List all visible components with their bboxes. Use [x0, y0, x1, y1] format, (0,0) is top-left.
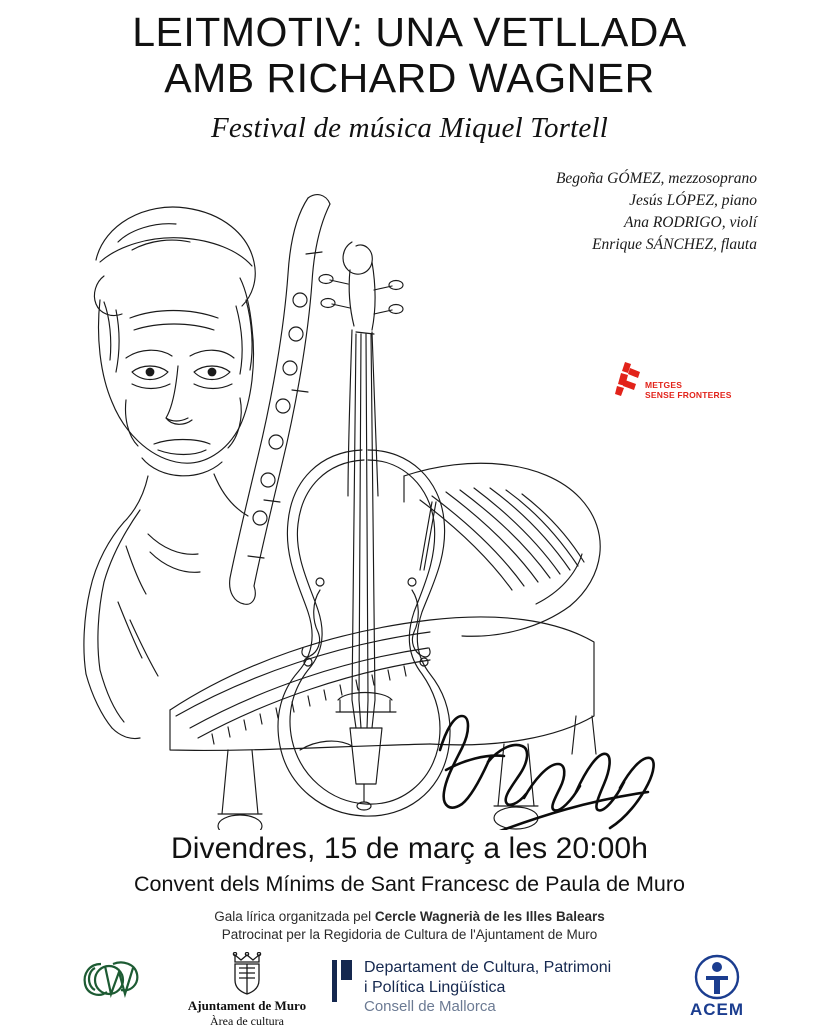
performer-item: Ana RODRIGO, violí [623, 214, 757, 231]
poster-artwork [0, 150, 819, 830]
consell-mark-icon [330, 958, 354, 1004]
msf-logo-text [645, 380, 732, 400]
consell-label-line-3: Consell de Mallorca [364, 998, 496, 1015]
performer-item: Enrique SÁNCHEZ, flauta [592, 236, 757, 253]
msf-mark-icon [612, 362, 642, 396]
ajuntament-label-line-2: Àrea de cultura [210, 1013, 284, 1028]
wagner-portrait-group [84, 207, 255, 738]
sponsor-cercle-wagneria [70, 958, 150, 1007]
sponsor-ajuntament-de-muro [172, 952, 322, 1028]
msf-logo-line-2: SENSE FRONTERES [645, 390, 732, 401]
acem-label: ACEM [689, 1000, 745, 1019]
poster-header [0, 10, 819, 145]
sponsor-logos [0, 952, 819, 1028]
event-date: Divendres, 15 de març a les 20:00h [171, 832, 648, 865]
organizer-note-prefix: Gala lírica organitzada pel [214, 909, 375, 924]
consell-label [364, 958, 611, 1017]
poster-title-line-2: AMB RICHARD WAGNER [164, 54, 655, 101]
consell-label-line-1: Departament de Cultura, Patrimoni [364, 959, 612, 976]
artwork-illustration [0, 150, 819, 830]
event-venue: Convent dels Mínims de Sant Francesc de Paula de Muro [134, 872, 685, 896]
flute-group [230, 195, 330, 605]
consell-label-line-2: i Política Lingüística [364, 979, 506, 996]
acem-mark-icon [694, 954, 740, 1000]
poster-subtitle: Festival de música Miquel Tortell [211, 111, 608, 144]
organizer-name: Cercle Wagnerià de les Illes Balears [374, 909, 605, 924]
poster-footer [0, 832, 819, 942]
organizer-note [0, 909, 819, 924]
msf-logo [612, 358, 740, 406]
poster-title-line-1: LEITMOTIV: UNA VETLLADA [132, 9, 687, 55]
grand-piano-group [170, 463, 600, 830]
sponsor-acem [672, 954, 762, 1020]
performer-item: Begoña GÓMEZ, mezzosoprano [555, 170, 757, 187]
ajuntament-crest-icon [225, 952, 269, 996]
ajuntament-label-line-1: Ajuntament de Muro [187, 998, 307, 1013]
msf-logo-line-1: METGES [645, 380, 683, 390]
cercle-wagneria-monogram-icon [79, 958, 141, 1002]
violin-group [278, 242, 450, 816]
sponsor-note: Patrocinat per la Regidoria de Cultura de l'Ajuntament de Muro [221, 927, 598, 942]
performer-item: Jesús LÓPEZ, piano [629, 192, 757, 209]
wagner-signature [440, 716, 654, 830]
sponsor-consell-de-mallorca [330, 958, 650, 1017]
ajuntament-label [172, 998, 322, 1028]
